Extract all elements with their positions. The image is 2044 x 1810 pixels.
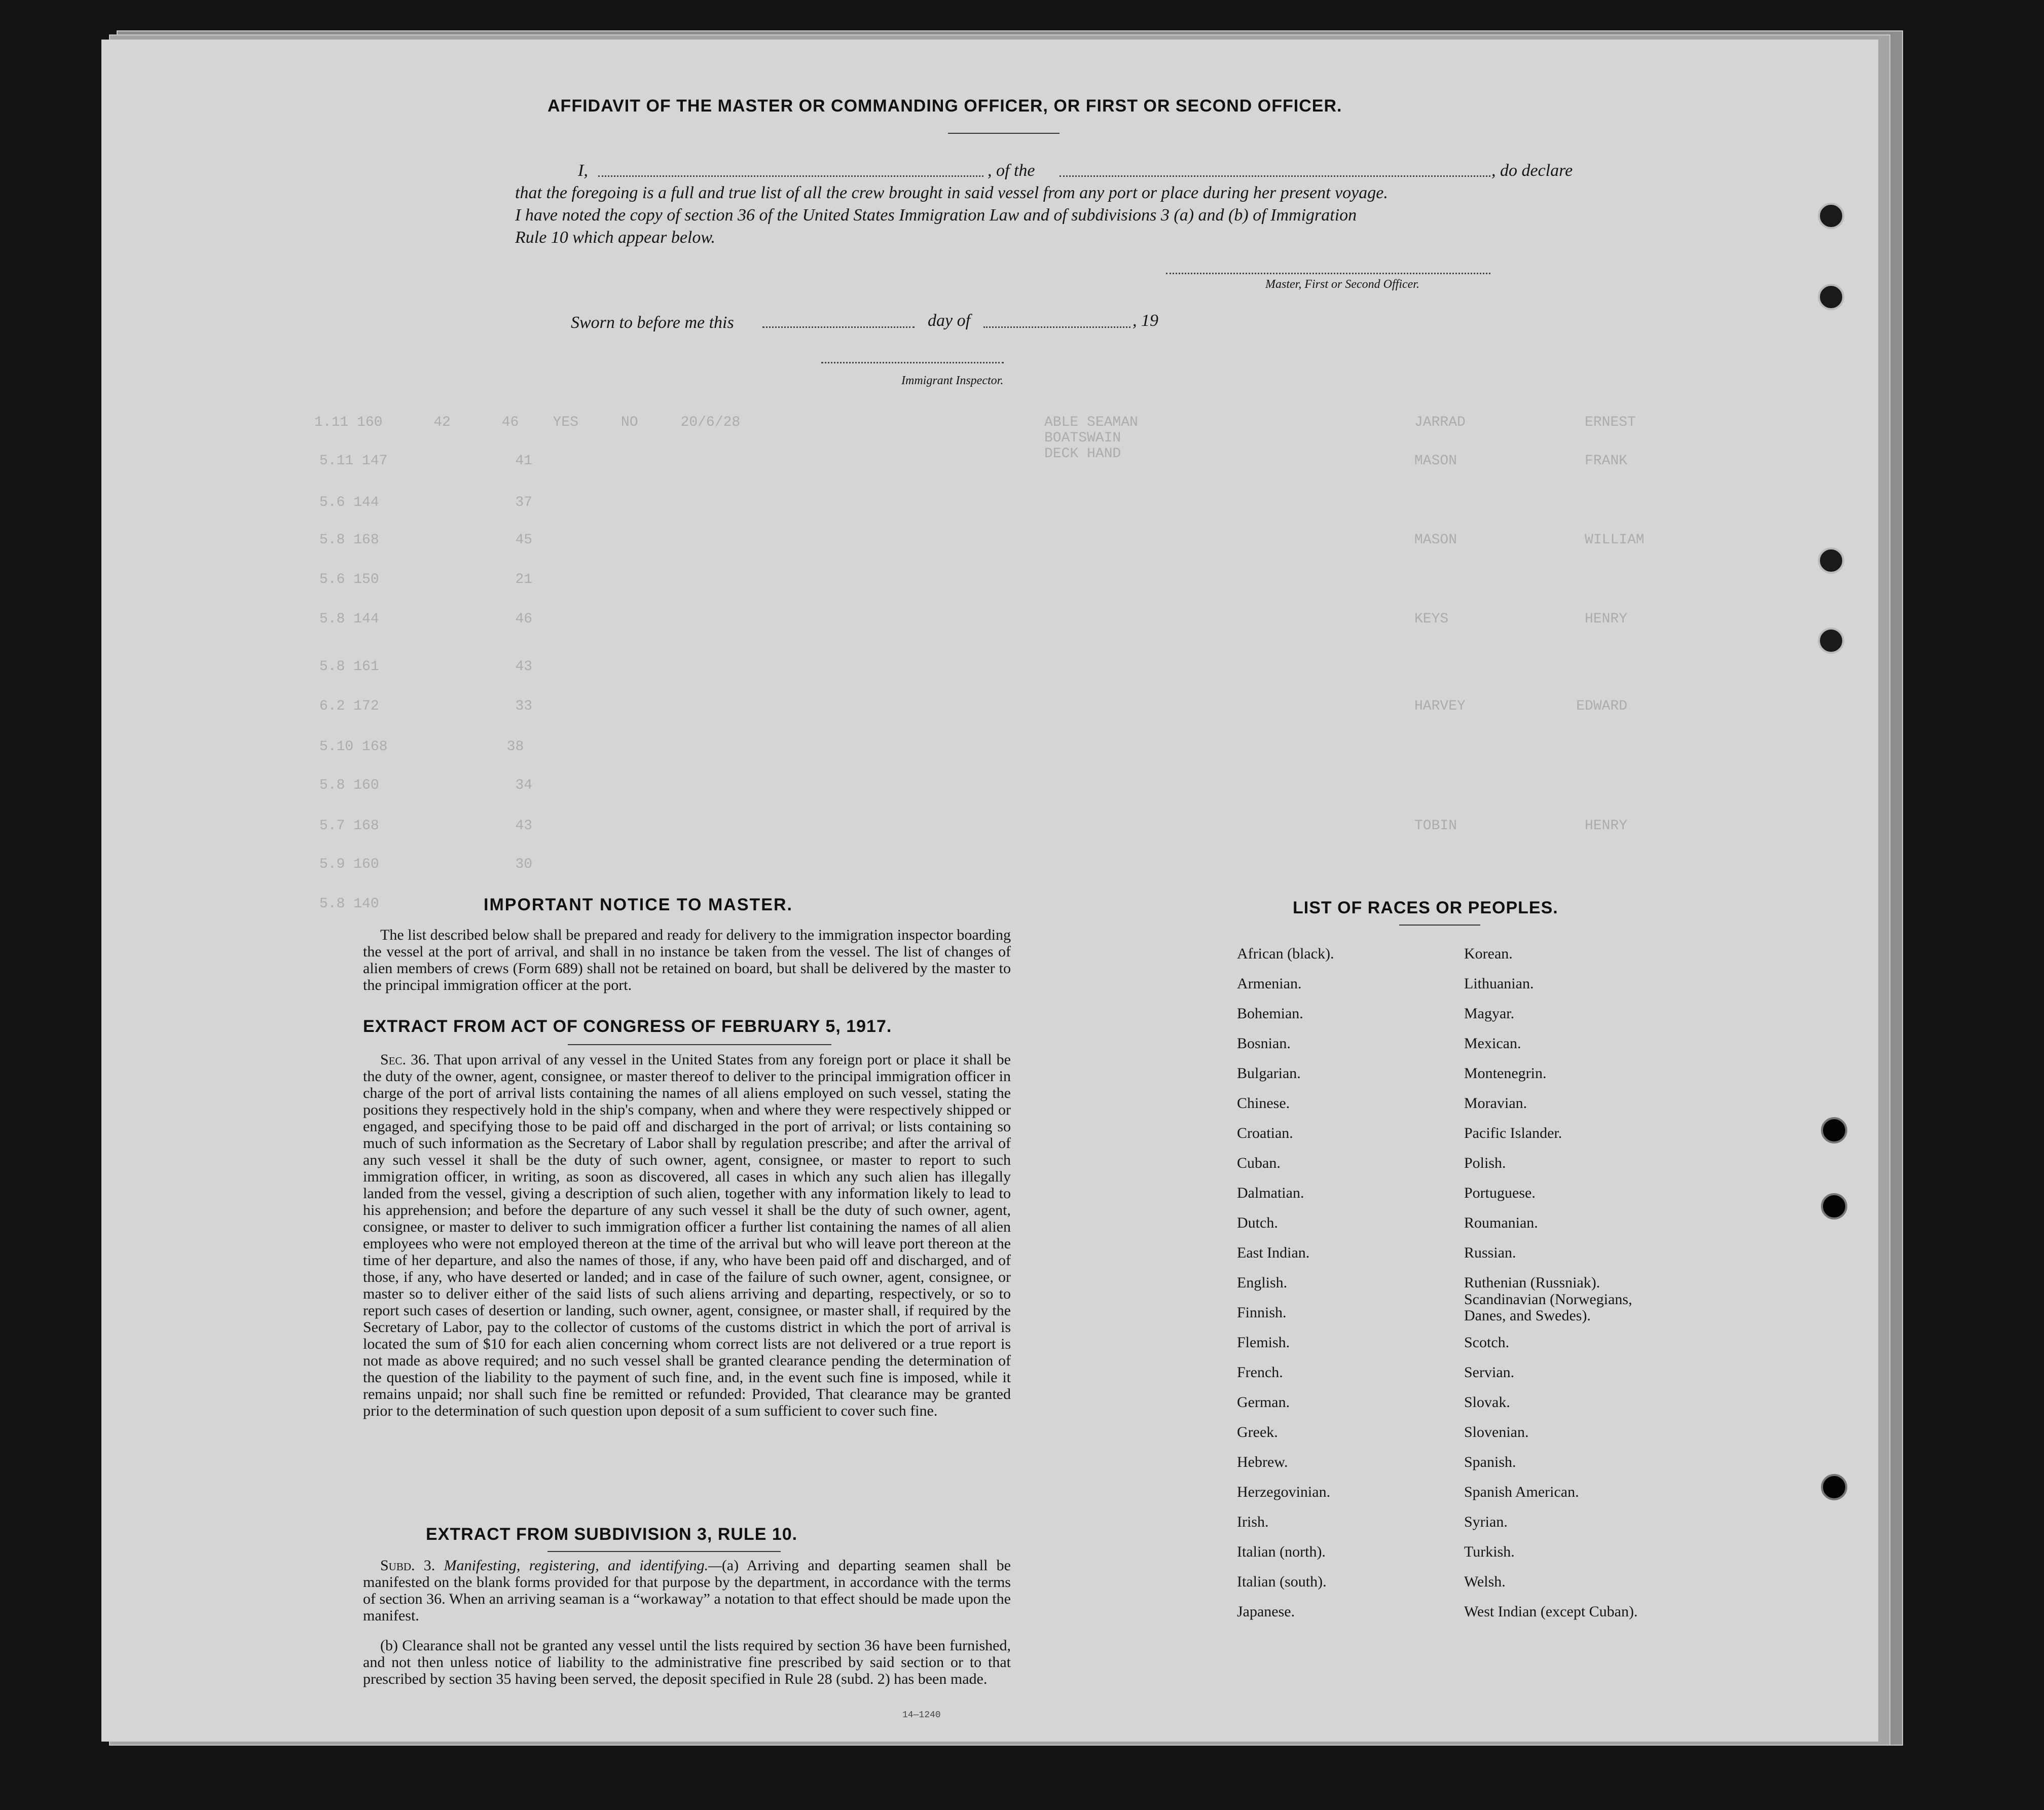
act-extract-title: EXTRACT FROM ACT OF CONGRESS OF FEBRUARY 5, 1917. xyxy=(363,1017,892,1036)
race-item: Bulgarian. xyxy=(1237,1065,1301,1082)
race-item: Servian. xyxy=(1464,1364,1515,1381)
bleed-through-text: 5.8 144 46 xyxy=(319,611,533,627)
punch-hole xyxy=(1818,284,1844,310)
bleed-through-text: MASON WILLIAM xyxy=(1414,532,1645,548)
race-item: Armenian. xyxy=(1237,975,1302,992)
punch-hole xyxy=(1821,1193,1847,1220)
race-item: Korean. xyxy=(1464,945,1513,962)
race-item: German. xyxy=(1237,1394,1290,1411)
race-item: Dutch. xyxy=(1237,1214,1278,1231)
bleed-through-text: MASON FRANK xyxy=(1414,453,1628,469)
race-item: Magyar. xyxy=(1464,1005,1515,1022)
notice-text: The list described below shall be prepared and ready for delivery to the immigration inspector boarding the vessel at the port of arrival, and shall in no instance be taken from the vessel. The list of changes of alien members of crews (Form 689) shall not be retained on board, but shall be delivered by the master to the principal immigration officer at the port. xyxy=(363,927,1011,993)
race-item: East Indian. xyxy=(1237,1244,1310,1261)
bleed-through-text: 5.8 140 xyxy=(319,896,379,912)
affidavit-of-the-label: , of the xyxy=(988,161,1035,180)
race-item: Japanese. xyxy=(1237,1603,1295,1620)
inspector-label: Immigrant Inspector. xyxy=(901,374,1004,387)
subdivision-3-label: Subd. 3. xyxy=(380,1557,435,1574)
section-36-label: Sec. 36. xyxy=(380,1051,430,1068)
act-extract-rule xyxy=(568,1044,831,1045)
race-item: Scandinavian (Norwegians, Danes, and Swedes). xyxy=(1464,1291,1632,1324)
rule-extract-title: EXTRACT FROM SUBDIVISION 3, RULE 10. xyxy=(426,1525,798,1544)
race-item: Bohemian. xyxy=(1237,1005,1303,1022)
race-item: Turkish. xyxy=(1464,1543,1515,1560)
year-label: , 19 xyxy=(1133,311,1158,330)
race-item: Russian. xyxy=(1464,1244,1516,1261)
sworn-month-blank[interactable] xyxy=(983,326,1130,328)
affidavit-do-declare-label: , do declare xyxy=(1491,161,1573,180)
section-36-text: That upon arrival of any vessel in the United States from any foreign port or place it shall be the duty of the owner, agent, consignee, or master thereof to deliver to the principal immigration officer in charge of the port of arrival lists containing the names of all aliens employed on such vessel, stating the positions they respectively hold in the ship's company, when and where they were respectively shipped or engaged, and specifying those to be paid off and discharged in the port of arrival; or lists containing so much of such information as the Secretary of Labor shall by regulation prescribe; and after the arrival of any such vessel it shall be the duty of such owner, agent, consignee, or master to report to such immigration officer, in writing, as soon as discovered, all cases in which any such alien has illegally landed from the vessel, giving a description of such alien, together with any information likely to lead to his apprehension; and before the departure of any such vessel it shall be the duty of such owner, agent, consignee, or master to deliver to such immigration officer a further list containing the names of all alien employees who were not employed thereon at the time of the arrival but who will leave port thereon at the time of her departure, and also the names of those, if any, who have been paid off and discharged, and of those, if any, who have deserted or landed; and in case of the failure of such owner, agent, consignee, or master so to deliver either of the said lists of such aliens arriving and departing, respectively, or so to report such cases of desertion or landing, such owner, agent, consignee, or master shall, if required by the Secretary of Labor, pay to the collector of customs of the customs district in which the port of arrival is located the sum of $10 for each alien concerning whom correct lists are not delivered or a true report is not made as above required; and no such vessel shall be granted clearance pending the determination of the question of the liability to the payment of such fine, and, in the event such fine is imposed, while it remains unpaid; nor shall such fine be remitted or refunded: Provided, That clearance may be granted prior to the determination of such question upon deposit of a sum sufficient to cover such fine. xyxy=(363,1051,1011,1419)
race-item: Greek. xyxy=(1237,1424,1278,1440)
bleed-through-text: 5.7 168 43 xyxy=(319,818,533,834)
bleed-through-text: 5.8 161 43 xyxy=(319,659,533,675)
bleed-through-text: 5.6 144 37 xyxy=(319,495,533,510)
race-item: Slovak. xyxy=(1464,1394,1510,1411)
sworn-day-blank[interactable] xyxy=(762,326,915,328)
race-item: Roumanian. xyxy=(1464,1214,1538,1231)
race-item: English. xyxy=(1237,1274,1288,1291)
affidavit-title: AFFIDAVIT OF THE MASTER OR COMMANDING OFFICER, OR FIRST OR SECOND OFFICER. xyxy=(548,96,1342,116)
race-item: French. xyxy=(1237,1364,1283,1381)
race-item: Lithuanian. xyxy=(1464,975,1534,992)
race-item: Croatian. xyxy=(1237,1125,1293,1141)
bleed-through-text: JARRAD ERNEST xyxy=(1414,415,1636,430)
race-item: Italian (south). xyxy=(1237,1573,1327,1590)
rule-extract-text-a xyxy=(363,1557,1011,1624)
rule-extract-text-b: (b) Clearance shall not be granted any vessel until the lists required by section 36 have been furnished, and not then unless notice of liability to the administrative fine prescribed by said section or to that prescribed by section 35 having been served, the deposit specified in Rule 28 (subd. 2) has been made. xyxy=(363,1637,1011,1687)
master-signature-blank[interactable] xyxy=(1166,273,1490,274)
race-item: African (black). xyxy=(1237,945,1334,962)
bleed-through-text: 5.10 168 38 xyxy=(319,739,524,755)
subdivision-3-heading: Manifesting, registering, and identifying.— xyxy=(444,1557,722,1574)
race-item: Hebrew. xyxy=(1237,1454,1288,1470)
race-item: Montenegrin. xyxy=(1464,1065,1547,1082)
bleed-through-text: 1.11 160 42 46 YES NO 20/6/28 xyxy=(314,415,741,430)
manifest-page xyxy=(101,40,1878,1742)
race-item: Moravian. xyxy=(1464,1095,1527,1112)
bleed-through-text: 5.11 147 41 xyxy=(319,453,533,469)
notice-title: IMPORTANT NOTICE TO MASTER. xyxy=(484,895,793,914)
day-of-label: day of xyxy=(928,311,971,330)
sworn-label: Sworn to before me this xyxy=(571,313,734,332)
race-item: Herzegovinian. xyxy=(1237,1484,1331,1500)
vessel-name-blank[interactable] xyxy=(1060,175,1490,177)
race-item: Cuban. xyxy=(1237,1155,1281,1171)
bleed-through-text: 5.8 160 34 xyxy=(319,778,533,793)
punch-hole xyxy=(1818,627,1844,654)
race-item: Ruthenian (Russniak). xyxy=(1464,1274,1600,1291)
race-item: Italian (north). xyxy=(1237,1543,1326,1560)
punch-hole xyxy=(1821,1474,1847,1500)
punch-hole xyxy=(1818,547,1844,574)
master-name-blank[interactable] xyxy=(598,175,983,177)
race-item: Chinese. xyxy=(1237,1095,1290,1112)
bleed-through-text: 5.6 150 21 xyxy=(319,572,533,587)
rule-extract-rule xyxy=(548,1551,781,1552)
race-item: Spanish. xyxy=(1464,1454,1516,1470)
race-item: Welsh. xyxy=(1464,1573,1506,1590)
bleed-through-text: HARVEY EDWARD xyxy=(1414,698,1628,714)
race-item: Flemish. xyxy=(1237,1334,1290,1351)
bleed-through-text: TOBIN HENRY xyxy=(1414,818,1628,834)
races-title: LIST OF RACES OR PEOPLES. xyxy=(1293,898,1558,917)
bleed-through-text: 5.9 160 30 xyxy=(319,857,533,872)
race-item: Polish. xyxy=(1464,1155,1506,1171)
race-item: Scotch. xyxy=(1464,1334,1510,1351)
race-item: Slovenian. xyxy=(1464,1424,1529,1440)
affidavit-title-rule xyxy=(948,133,1060,134)
races-title-rule xyxy=(1399,925,1480,926)
race-item: Mexican. xyxy=(1464,1035,1521,1052)
act-extract-text xyxy=(363,1051,1011,1419)
race-item: Pacific Islander. xyxy=(1464,1125,1562,1141)
punch-hole xyxy=(1821,1117,1847,1143)
bleed-through-text: KEYS HENRY xyxy=(1414,611,1628,627)
bleed-through-text: 5.8 168 45 xyxy=(319,532,533,548)
bleed-through-text: ABLE SEAMAN BOATSWAIN DECK HAND xyxy=(1044,415,1138,462)
race-item: Dalmatian. xyxy=(1237,1185,1304,1201)
master-signature-label: Master, First or Second Officer. xyxy=(1265,278,1419,291)
subdivision-3-text-a: (a) Arriving and departing seamen shall be manifested on the blank forms provided for that purpose by the department, in accordance with the terms of section 36. When an arriving seaman is a “workaway” a notation to that effect should be made upon the manifest. xyxy=(363,1557,1011,1624)
affidavit-i-label: I, xyxy=(578,161,588,180)
race-item: Syrian. xyxy=(1464,1513,1508,1530)
affidavit-line-2: that the foregoing is a full and true list of all the crew brought in said vessel from any port or place during her present voyage. xyxy=(515,183,1388,202)
form-number: 14—1240 xyxy=(902,1710,941,1720)
punch-hole xyxy=(1818,203,1844,229)
race-item: Bosnian. xyxy=(1237,1035,1291,1052)
race-item: West Indian (except Cuban). xyxy=(1464,1603,1638,1620)
race-item: Finnish. xyxy=(1237,1304,1287,1321)
race-item: Irish. xyxy=(1237,1513,1269,1530)
inspector-signature-blank[interactable] xyxy=(821,362,1004,363)
race-item: Spanish American. xyxy=(1464,1484,1579,1500)
bleed-through-text: 6.2 172 33 xyxy=(319,698,533,714)
affidavit-line-4: Rule 10 which appear below. xyxy=(515,228,716,247)
race-item: Portuguese. xyxy=(1464,1185,1536,1201)
affidavit-line-3: I have noted the copy of section 36 of the United States Immigration Law and of subdivisions 3 (a) and (b) of Immigration xyxy=(515,206,1357,225)
